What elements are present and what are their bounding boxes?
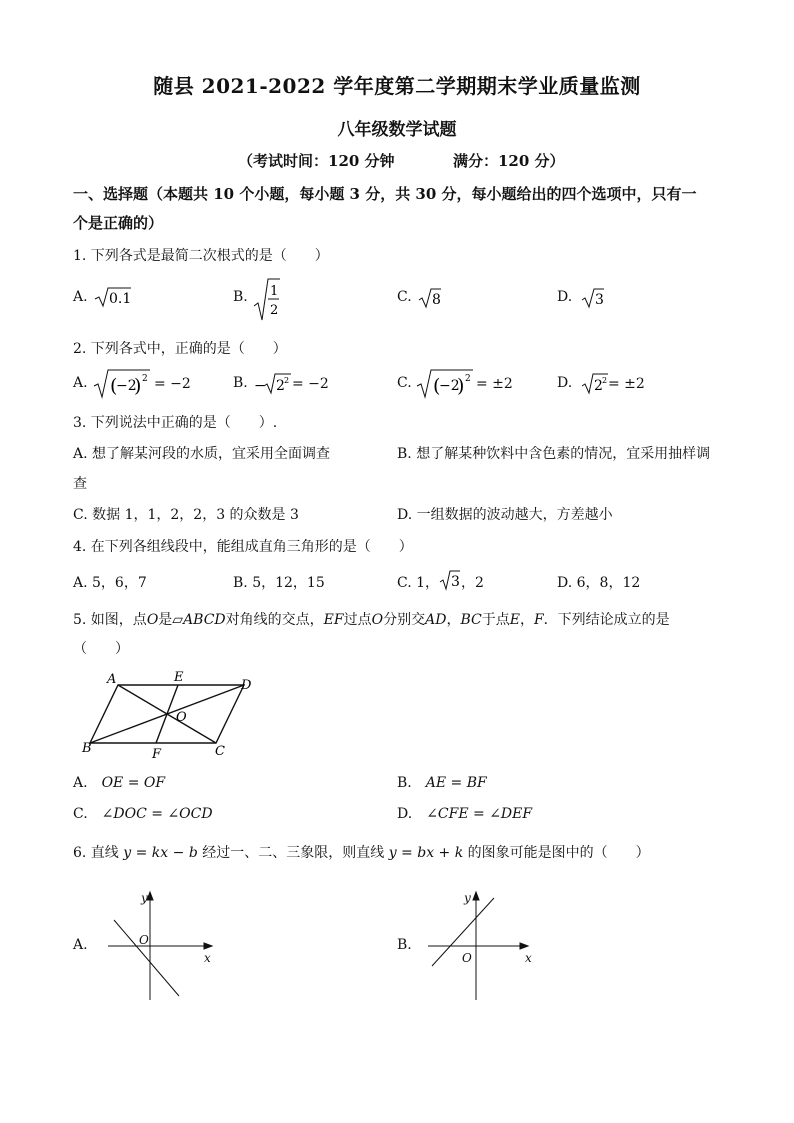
question-5-option-a[interactable]: A. OE = OF	[73, 775, 166, 791]
svg-text:2: 2	[602, 376, 608, 385]
svg-text:2: 2	[465, 374, 471, 384]
option-label: C.	[397, 375, 412, 391]
question-1-option-b[interactable]	[233, 289, 248, 305]
question-2-stem: 2. 下列各式中，正确的是（ ）	[73, 341, 287, 357]
radicand: 8	[432, 292, 441, 308]
x-axis-arrow	[520, 943, 528, 949]
svg-text:−2: −2	[439, 378, 460, 394]
question-2-c-rhs: = ±2	[476, 376, 513, 392]
question-5-option-c[interactable]: C. ∠DOC = ∠OCD	[73, 806, 213, 822]
question-3-option-c[interactable]: C. 数据 1，1，2，2，3 的众数是 3	[73, 507, 299, 523]
page-subtitle: 八年级数学试题	[337, 120, 457, 140]
question-2-b-rhs: = −2	[292, 376, 329, 392]
question-1-stem: 1. 下列各式是最简二次根式的是（ ）	[73, 248, 329, 264]
option-label: D.	[557, 375, 573, 391]
exam-time: （考试时间：120 分钟	[238, 152, 395, 170]
question-3-option-b-cont: 查	[73, 476, 87, 492]
axis-label-y: y	[141, 891, 148, 905]
svg-text:2: 2	[142, 374, 148, 384]
question-6-stem: 6. 直线 y = kx − b 经过一、二、三象限，则直线 y = bx + k 的图象可能是图中的（ ）	[73, 845, 650, 861]
label-f: F	[152, 747, 162, 762]
question-4-option-a[interactable]: A. 5，6，7	[73, 575, 147, 591]
axis-label-x: x	[525, 951, 532, 965]
svg-text:3: 3	[451, 574, 460, 590]
full-score: 满分：120 分）	[453, 152, 565, 170]
parallelogram-figure	[76, 668, 266, 768]
label-b: B	[82, 741, 92, 756]
label-e: E	[174, 670, 184, 685]
question-3-option-d[interactable]: D. 一组数据的波动越大，方差越小	[397, 507, 613, 523]
svg-text:2: 2	[284, 376, 290, 385]
sqrt-one-half	[252, 276, 282, 322]
x-axis-arrow	[204, 943, 212, 949]
label-a: A	[107, 672, 117, 687]
question-2-d-rhs: = ±2	[608, 376, 645, 392]
question-5-stem: 5. 如图，点O是▱ABCD对角线的交点，EF过点O分别交AD，BC于点E，F．下列结论成立的是	[73, 612, 670, 628]
label-d: D	[241, 678, 252, 693]
sqrt-neg2-squared-c	[415, 366, 475, 400]
question-2-option-a[interactable]	[73, 375, 88, 391]
sqrt-8	[417, 286, 443, 310]
svg-text:): )	[457, 375, 465, 397]
line-graph-a	[114, 920, 179, 996]
question-4-option-c[interactable]	[397, 572, 484, 592]
svg-text:−2: −2	[116, 378, 137, 394]
question-4-option-d[interactable]: D. 6，8，12	[557, 575, 641, 591]
svg-text:2: 2	[276, 378, 285, 394]
question-5-option-d[interactable]: D. ∠CFE = ∠DEF	[397, 806, 533, 822]
origin-label: O	[462, 951, 472, 965]
question-1-option-c[interactable]	[397, 289, 412, 305]
option-label: B.	[233, 289, 248, 305]
graph-b	[428, 888, 548, 1004]
sqrt-3	[580, 286, 606, 310]
origin-label: O	[139, 933, 149, 947]
question-4-option-b[interactable]: B. 5，12，15	[233, 575, 325, 591]
question-5-stem-paren: （ ）	[73, 641, 129, 657]
label-o: O	[176, 710, 187, 725]
question-3-option-b[interactable]: B. 想了解某种饮料中含色素的情况，宜采用抽样调	[397, 446, 711, 462]
svg-text:(: (	[110, 375, 118, 397]
svg-text:−: −	[254, 378, 266, 394]
question-2-a-rhs: = −2	[154, 376, 191, 392]
radicand: 3	[595, 292, 604, 308]
numerator: 1	[270, 284, 279, 299]
segment-ef	[156, 685, 178, 743]
axis-label-x: x	[204, 951, 211, 965]
svg-text:2: 2	[594, 378, 603, 394]
question-1-option-a[interactable]	[73, 289, 88, 305]
page-title: 随县 2021-2022 学年度第二学期期末学业质量监测	[153, 74, 641, 98]
sqrt-2-squared	[580, 371, 610, 397]
svg-text:(: (	[433, 375, 441, 397]
option-label: A.	[73, 289, 88, 305]
question-2-option-b[interactable]	[233, 375, 248, 391]
y-axis-arrow	[473, 892, 479, 900]
denominator: 2	[270, 303, 279, 318]
question-3-option-a[interactable]: A. 想了解某河段的水质，宜采用全面调查	[73, 446, 331, 462]
option-label: B.	[233, 375, 248, 391]
radicand: 0.1	[109, 291, 132, 307]
option-label: D.	[557, 289, 573, 305]
question-6-option-b[interactable]: B.	[397, 937, 412, 953]
neg-sqrt-2-squared	[253, 371, 293, 397]
sqrt-0-1	[93, 285, 133, 309]
option-label: C.	[397, 289, 412, 305]
y-axis-arrow	[147, 892, 153, 900]
question-4-stem: 4. 在下列各组线段中，能组成直角三角形的是（ ）	[73, 539, 413, 555]
question-3-stem: 3. 下列说法中正确的是（ ）.	[73, 415, 278, 431]
option-c-post: ，2	[461, 575, 484, 591]
question-2-option-d[interactable]	[557, 375, 572, 391]
option-label: A.	[73, 375, 88, 391]
label-c: C	[215, 744, 225, 759]
question-2-option-c[interactable]	[397, 375, 412, 391]
section-heading-cont: 个是正确的）	[73, 214, 164, 232]
graph-a	[104, 888, 224, 1004]
axis-label-y: y	[464, 891, 471, 905]
question-5-option-b[interactable]: B. AE = BF	[397, 775, 487, 791]
question-1-option-d[interactable]	[557, 289, 572, 305]
sqrt-neg2-squared	[92, 366, 152, 400]
section-heading: 一、选择题（本题共 10 个小题，每小题 3 分，共 30 分，每小题给出的四个选项中，只有一	[73, 185, 697, 203]
question-6-option-a[interactable]: A.	[73, 937, 88, 953]
sqrt-3-c	[439, 569, 461, 591]
svg-text:): )	[134, 375, 142, 397]
option-c-pre: C. 1，	[397, 575, 440, 591]
